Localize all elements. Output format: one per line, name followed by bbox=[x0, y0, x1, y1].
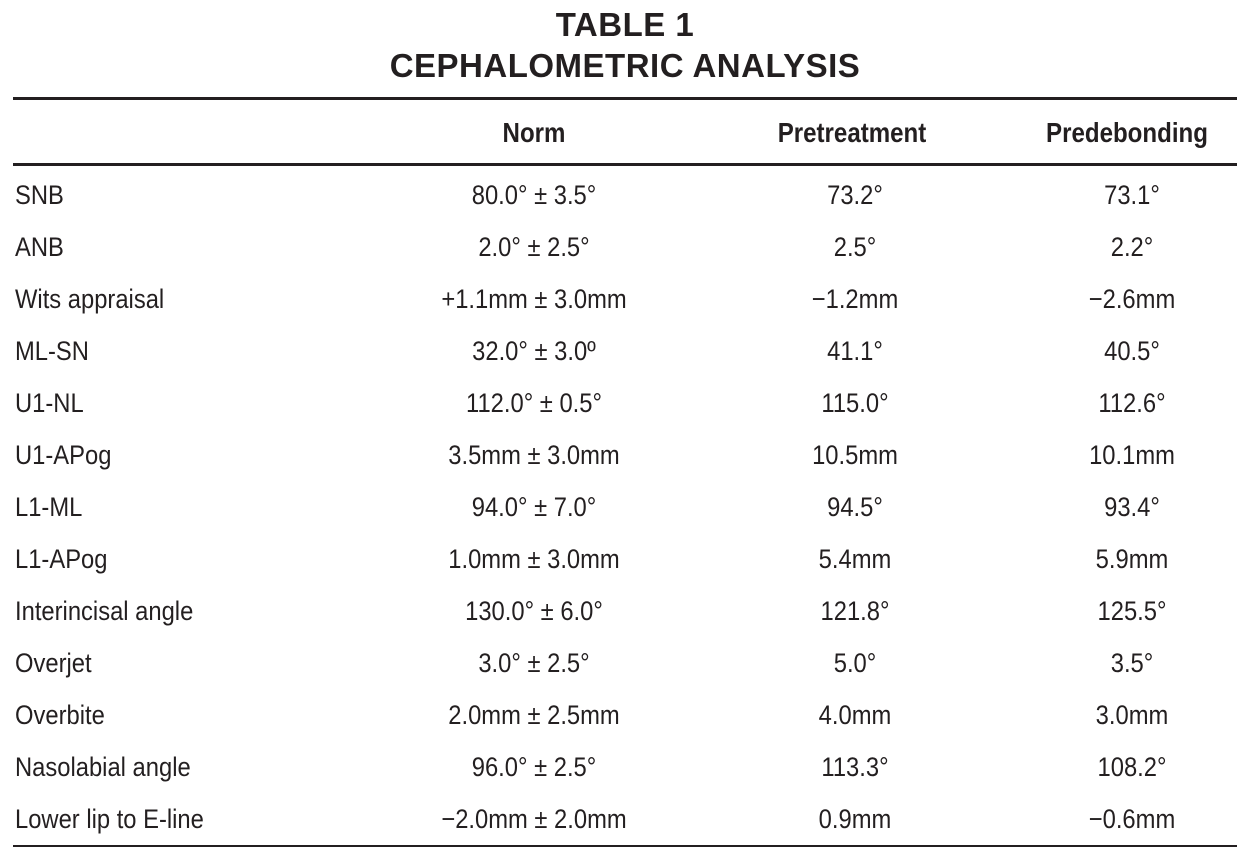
norm-value: −2.0mm ± 2.0mm bbox=[441, 804, 627, 834]
pretreatment-value: 10.5mm bbox=[812, 440, 898, 470]
table-row bbox=[0, 793, 1250, 845]
predebonding-value: 10.1mm bbox=[1089, 440, 1175, 470]
table-caption: CEPHALOMETRIC ANALYSIS bbox=[389, 47, 861, 84]
pretreatment-value: 2.5° bbox=[833, 232, 877, 262]
norm-value: 32.0° ± 3.0º bbox=[472, 336, 596, 366]
row-label: U1-NL bbox=[15, 388, 84, 418]
table-row bbox=[0, 325, 1250, 377]
table-row bbox=[0, 169, 1250, 221]
row-label: SNB bbox=[15, 180, 64, 210]
pretreatment-value: −1.2mm bbox=[811, 284, 899, 314]
predebonding-value: 73.1° bbox=[1104, 180, 1160, 210]
predebonding-value: 125.5° bbox=[1097, 596, 1167, 626]
table-header bbox=[0, 100, 1250, 163]
table-row bbox=[0, 481, 1250, 533]
predebonding-value: 3.5° bbox=[1110, 648, 1154, 678]
norm-value: 80.0° ± 3.5° bbox=[471, 180, 597, 210]
row-label: ANB bbox=[15, 232, 64, 262]
header-rule bbox=[13, 163, 1237, 166]
header-pretreatment: Pretreatment bbox=[777, 117, 927, 148]
table-body bbox=[0, 169, 1250, 845]
table-row bbox=[0, 585, 1250, 637]
norm-value: 96.0° ± 2.5° bbox=[471, 752, 597, 782]
predebonding-value: −0.6mm bbox=[1088, 804, 1176, 834]
predebonding-value: 112.6° bbox=[1098, 388, 1166, 418]
predebonding-value: 93.4° bbox=[1104, 492, 1160, 522]
table-row bbox=[0, 273, 1250, 325]
pretreatment-value: 41.1° bbox=[827, 336, 883, 366]
norm-value: 94.0° ± 7.0° bbox=[471, 492, 597, 522]
norm-value: 3.5mm ± 3.0mm bbox=[448, 440, 620, 470]
header-norm: Norm bbox=[502, 117, 566, 148]
pretreatment-value: 115.0° bbox=[821, 388, 889, 418]
pretreatment-value: 73.2° bbox=[827, 180, 883, 210]
pretreatment-value: 121.8° bbox=[820, 596, 890, 626]
pretreatment-value: 5.4mm bbox=[818, 544, 892, 574]
predebonding-value: 108.2° bbox=[1097, 752, 1167, 782]
table-title bbox=[0, 4, 1250, 86]
table-row bbox=[0, 377, 1250, 429]
pretreatment-value: 113.3° bbox=[821, 752, 889, 782]
table-row bbox=[0, 533, 1250, 585]
row-label: Interincisal angle bbox=[15, 596, 194, 626]
norm-value: 2.0° ± 2.5° bbox=[478, 232, 590, 262]
predebonding-value: 2.2° bbox=[1110, 232, 1154, 262]
norm-value: 130.0° ± 6.0° bbox=[465, 596, 603, 626]
header-predebonding: Predebonding bbox=[1046, 117, 1208, 148]
pretreatment-value: 5.0° bbox=[833, 648, 877, 678]
row-label: Overbite bbox=[15, 700, 105, 730]
table-number: TABLE 1 bbox=[555, 6, 695, 43]
pretreatment-value: 94.5° bbox=[827, 492, 883, 522]
table-row bbox=[0, 221, 1250, 273]
predebonding-value: 5.9mm bbox=[1095, 544, 1169, 574]
row-label: L1-ML bbox=[15, 492, 83, 522]
table-row bbox=[0, 429, 1250, 481]
row-label: L1-APog bbox=[15, 544, 108, 574]
row-label: ML-SN bbox=[15, 336, 89, 366]
bottom-rule bbox=[13, 845, 1237, 847]
pretreatment-value: 4.0mm bbox=[818, 700, 892, 730]
norm-value: 112.0° ± 0.5° bbox=[466, 388, 602, 418]
row-label: U1-APog bbox=[15, 440, 112, 470]
norm-value: 2.0mm ± 2.5mm bbox=[448, 700, 620, 730]
predebonding-value: 3.0mm bbox=[1095, 700, 1169, 730]
norm-value: 3.0° ± 2.5° bbox=[478, 648, 590, 678]
row-label: Overjet bbox=[15, 648, 92, 678]
norm-value: 1.0mm ± 3.0mm bbox=[448, 544, 620, 574]
row-label: Wits appraisal bbox=[15, 284, 165, 314]
table-row bbox=[0, 689, 1250, 741]
norm-value: +1.1mm ± 3.0mm bbox=[441, 284, 627, 314]
predebonding-value: 40.5° bbox=[1104, 336, 1160, 366]
table-row bbox=[0, 741, 1250, 793]
row-label: Nasolabial angle bbox=[15, 752, 191, 782]
predebonding-value: −2.6mm bbox=[1088, 284, 1176, 314]
table-row bbox=[0, 637, 1250, 689]
pretreatment-value: 0.9mm bbox=[818, 804, 892, 834]
row-label: Lower lip to E-line bbox=[15, 804, 204, 834]
